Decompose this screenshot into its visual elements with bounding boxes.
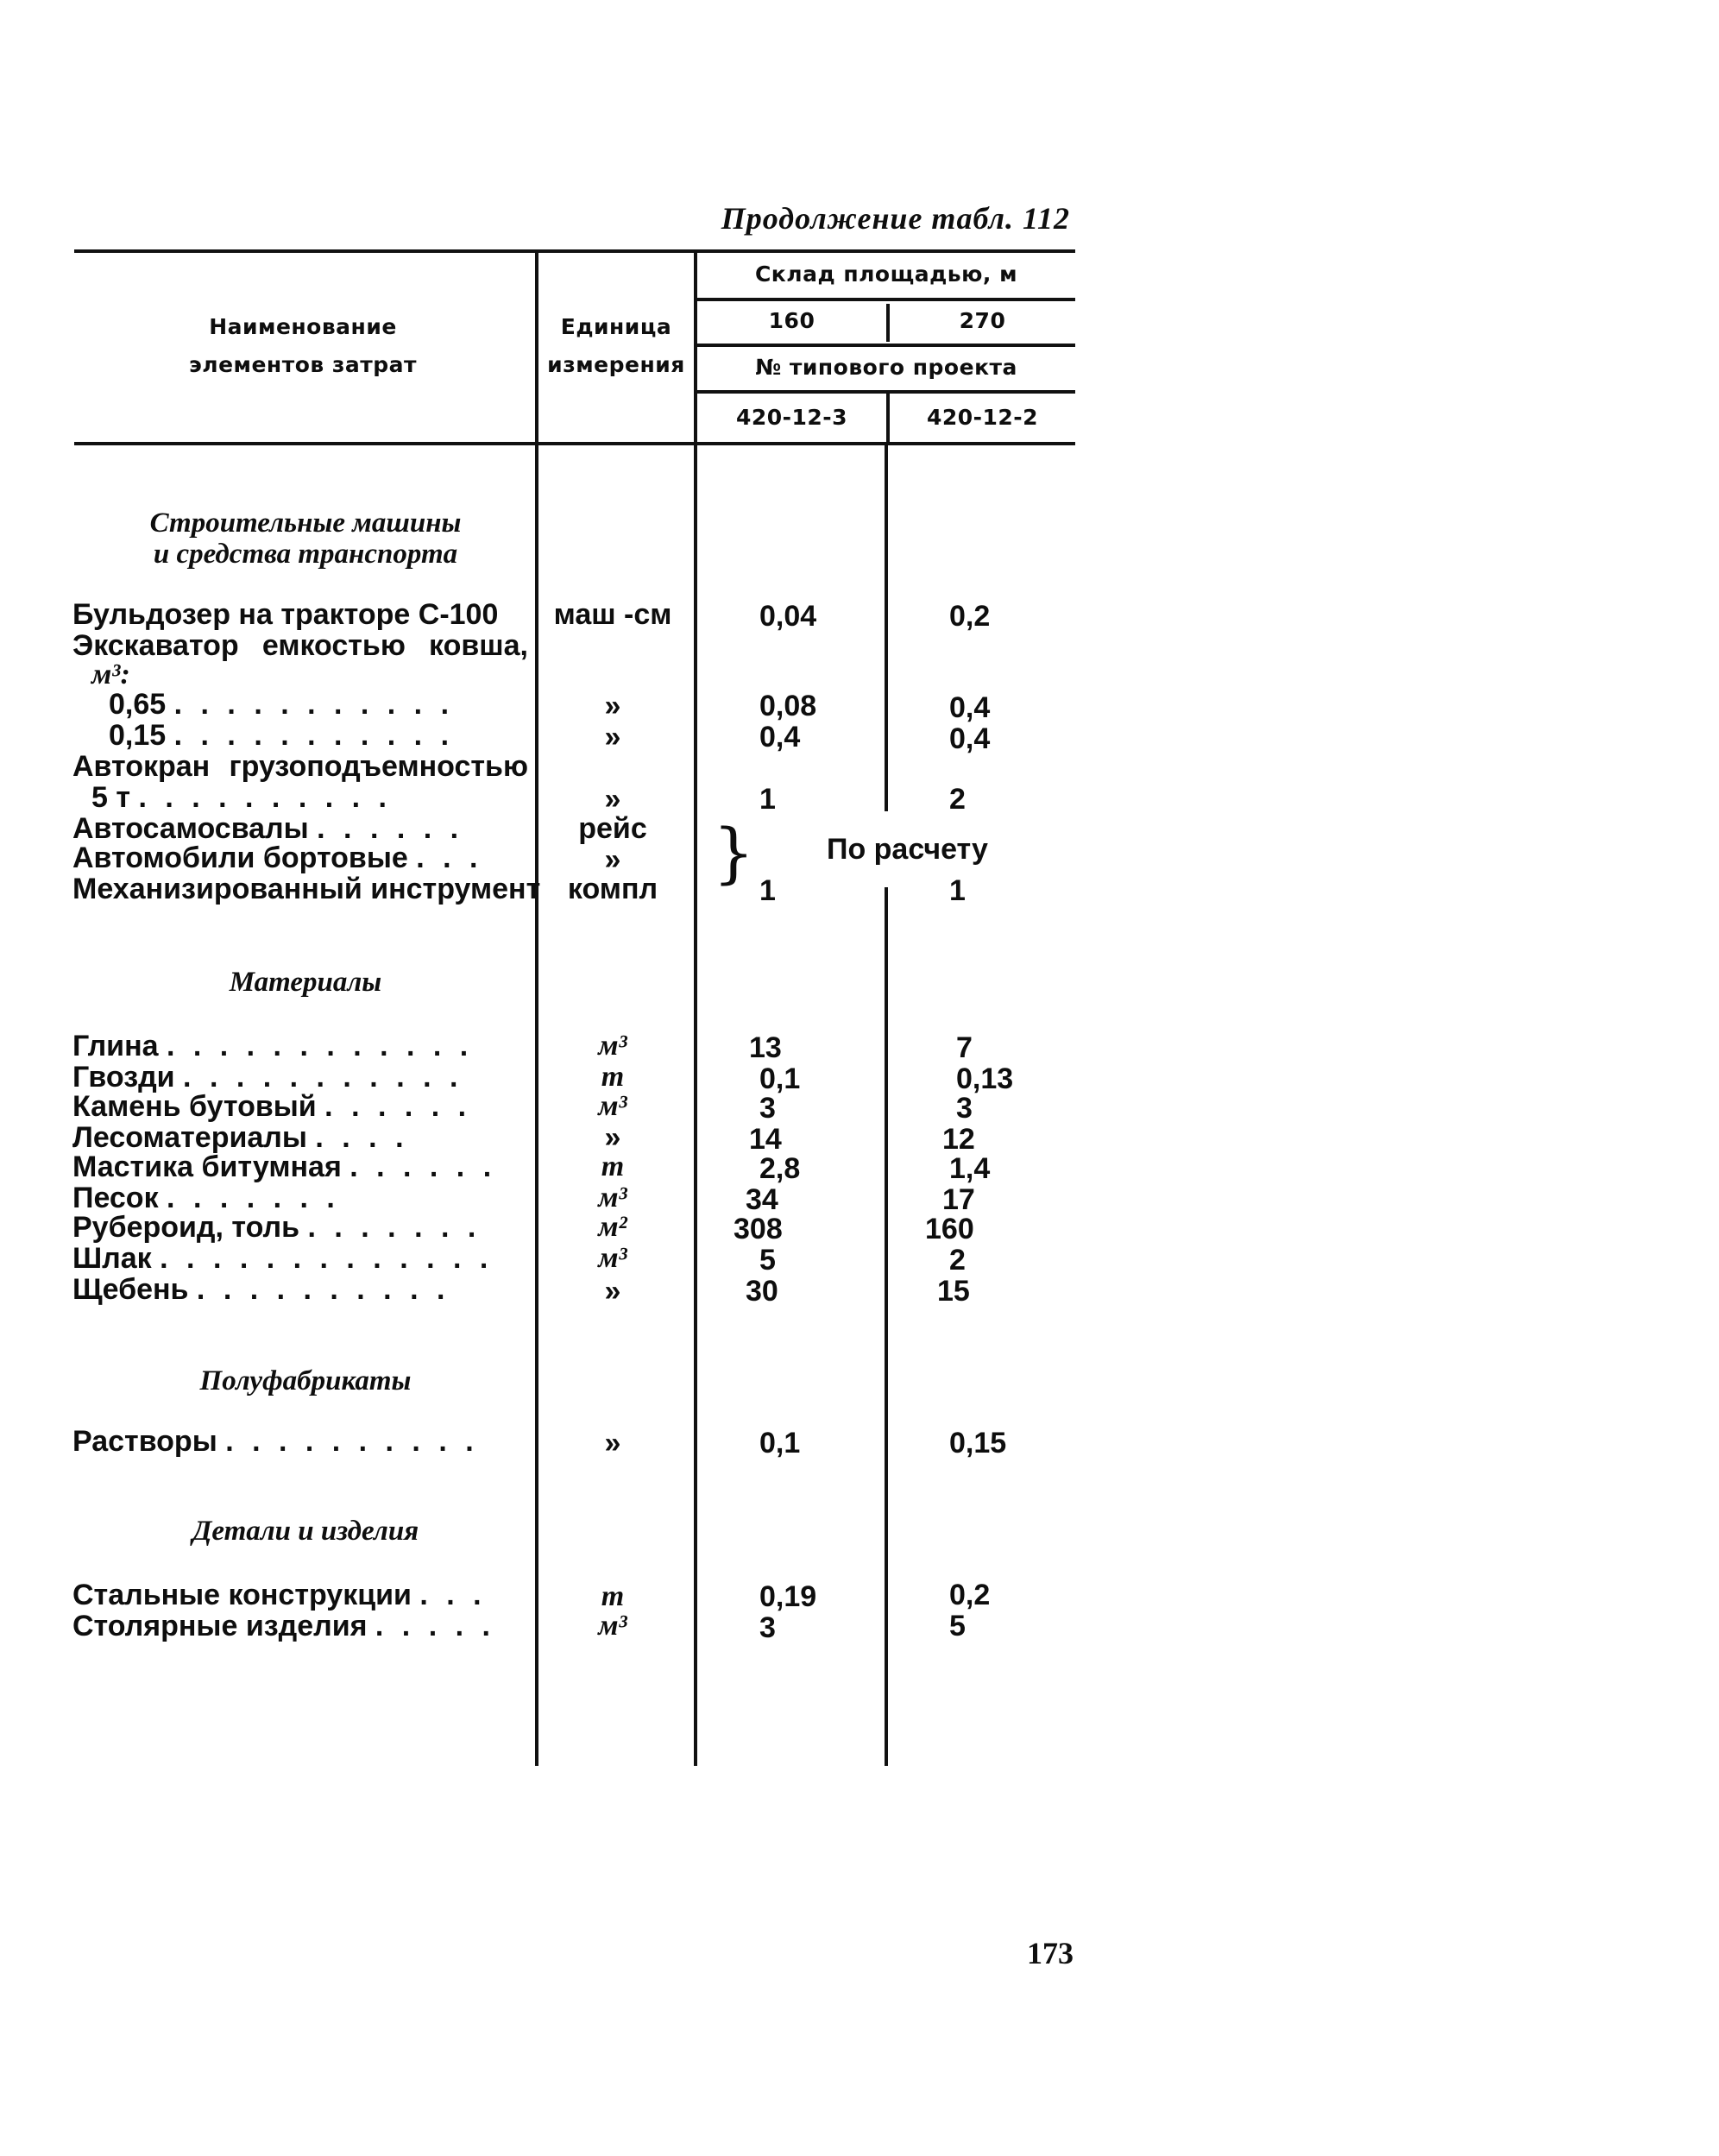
leader-dots: . . . . . . . . . . . bbox=[173, 719, 455, 752]
row-v2-nails: 0,13 bbox=[956, 1062, 1014, 1095]
header-area-270: 270 bbox=[959, 308, 1006, 333]
row-name-crane: Автокран грузоподъемностью bbox=[72, 750, 528, 783]
row-v2-mastic: 1,4 bbox=[949, 1152, 991, 1185]
header-rule-2 bbox=[697, 344, 1075, 347]
row-v1-sand: 34 bbox=[746, 1183, 778, 1216]
leader-dots: . . . . . . . . . . . . bbox=[166, 1030, 474, 1062]
section-parts: Детали и изделия bbox=[192, 1516, 419, 1547]
row-v2-bulldozer: 0,2 bbox=[949, 600, 991, 633]
row-name-crane-capacity: 5 т bbox=[91, 781, 131, 814]
section-materials: Материалы bbox=[229, 967, 382, 998]
leader-dots: . . . . bbox=[315, 1121, 409, 1154]
leader-dots: . . . . . . . . . . . . . bbox=[160, 1242, 494, 1275]
row-unit-stone: м³ bbox=[598, 1090, 627, 1122]
leader-dots: . . . bbox=[419, 1579, 487, 1611]
row-name-joinery-label: Столярные изделия bbox=[72, 1610, 368, 1642]
row-name-flatbeds-label: Автомобили бортовые bbox=[72, 842, 408, 874]
row-v2-steel: 0,2 bbox=[949, 1579, 991, 1611]
leader-dots: . . . . . . . . . . bbox=[138, 781, 392, 814]
row-v1-nails: 0,1 bbox=[759, 1062, 801, 1095]
row-v1-exc015: 0,4 bbox=[759, 721, 801, 753]
leader-dots: . . . . . . . . . . . bbox=[183, 1061, 463, 1094]
leader-dots: . . . bbox=[416, 842, 483, 874]
row-v2-crane: 2 bbox=[949, 783, 966, 816]
row-name-excavator-unit: м³: bbox=[91, 659, 130, 690]
row-v2-timber: 12 bbox=[942, 1123, 975, 1156]
row-name-nails bbox=[72, 1062, 463, 1093]
row-v2-mortar: 0,15 bbox=[949, 1427, 1007, 1459]
row-unit-joinery: м³ bbox=[598, 1610, 627, 1642]
row-name-tools: Механизированный инструмент bbox=[72, 873, 541, 905]
leader-dots: . . . . . . . bbox=[167, 1182, 340, 1214]
header-unit-line1: Единица bbox=[560, 314, 672, 339]
row-v2-clay: 7 bbox=[956, 1031, 973, 1064]
row-unit-gravel: » bbox=[604, 1275, 621, 1308]
row-name-ruberoid bbox=[72, 1212, 481, 1243]
row-v1-mastic: 2,8 bbox=[759, 1152, 801, 1185]
row-unit-timber: » bbox=[604, 1121, 621, 1154]
row-v1-gravel: 30 bbox=[746, 1275, 778, 1308]
row-v2-slag: 2 bbox=[949, 1244, 966, 1277]
row-v1-exc065: 0,08 bbox=[759, 690, 817, 722]
row-name-exc015-label: 0,15 bbox=[109, 719, 167, 752]
header-name-line2: элементов затрат bbox=[188, 352, 418, 377]
row-unit-dumptrucks: рейс bbox=[578, 812, 647, 845]
row-unit-mastic: т bbox=[601, 1150, 625, 1182]
row-unit-slag: м³ bbox=[598, 1242, 627, 1274]
row-name-sand-label: Песок bbox=[72, 1182, 159, 1214]
row-name-gravel-label: Щебень bbox=[72, 1273, 189, 1306]
brace-icon: } bbox=[713, 814, 755, 891]
header-rule-1 bbox=[697, 298, 1075, 301]
row-name-clay bbox=[72, 1031, 473, 1062]
row-v2-exc065: 0,4 bbox=[949, 691, 991, 724]
leader-dots: . . . . . bbox=[375, 1610, 495, 1642]
header-bottom-rule bbox=[74, 442, 1075, 445]
row-name-excavator: Экскаватор емкостью ковша, bbox=[72, 629, 528, 662]
header-group-area: Склад площадью, м bbox=[754, 262, 1018, 287]
header-name-line1: Наименование bbox=[209, 314, 397, 339]
row-v2-tools: 1 bbox=[949, 874, 966, 907]
row-name-timber bbox=[72, 1122, 409, 1153]
row-v2-sand: 17 bbox=[942, 1183, 975, 1216]
by-calculation-note: По расчету bbox=[827, 833, 988, 866]
row-name-timber-label: Лесоматериалы bbox=[72, 1121, 307, 1154]
row-v1-joinery: 3 bbox=[759, 1611, 776, 1644]
row-name-mastic-label: Мастика битумная bbox=[72, 1150, 342, 1183]
row-v2-joinery: 5 bbox=[949, 1610, 966, 1642]
row-name-mastic bbox=[72, 1151, 496, 1182]
row-v1-bulldozer: 0,04 bbox=[759, 600, 817, 633]
row-name-mortar-label: Растворы bbox=[72, 1425, 217, 1458]
row-name-flatbeds bbox=[72, 842, 482, 873]
row-unit-flatbeds: » bbox=[604, 843, 621, 876]
column-rule-270-upper bbox=[885, 445, 888, 811]
row-v2-gravel: 15 bbox=[937, 1275, 970, 1308]
row-v2-exc015: 0,4 bbox=[949, 722, 991, 755]
row-name-stone bbox=[72, 1091, 471, 1122]
table-caption: Продолжение табл. 112 bbox=[721, 201, 1070, 236]
header-project-1: 420-12-3 bbox=[735, 405, 848, 430]
row-name-stone-label: Камень бутовый bbox=[72, 1090, 317, 1123]
row-name-dumptrucks bbox=[72, 813, 463, 844]
column-rule-270-lower bbox=[885, 887, 888, 1766]
row-unit-nails: т bbox=[601, 1061, 625, 1093]
row-name-mortar bbox=[72, 1426, 479, 1457]
row-v1-stone: 3 bbox=[759, 1092, 776, 1125]
row-unit-exc065: » bbox=[604, 690, 621, 722]
row-name-clay-label: Глина bbox=[72, 1030, 159, 1062]
row-unit-exc015: » bbox=[604, 721, 621, 753]
row-name-slag bbox=[72, 1243, 493, 1274]
row-name-nails-label: Гвозди bbox=[72, 1061, 175, 1094]
row-v1-ruberoid: 308 bbox=[734, 1213, 783, 1245]
row-name-ruberoid-label: Рубероид, толь bbox=[72, 1211, 300, 1244]
row-v1-steel: 0,19 bbox=[759, 1580, 817, 1613]
row-name-steel-label: Стальные конструкции bbox=[72, 1579, 412, 1611]
header-project-label: № типового проекта bbox=[755, 355, 1017, 380]
leader-dots: . . . . . . . . . . bbox=[225, 1425, 479, 1458]
page-number: 173 bbox=[1027, 1936, 1074, 1970]
row-name-slag-label: Шлак bbox=[72, 1242, 152, 1275]
table-top-rule bbox=[74, 249, 1075, 253]
header-area-160: 160 bbox=[768, 308, 815, 333]
row-name-gravel bbox=[72, 1274, 450, 1305]
row-v2-stone: 3 bbox=[956, 1092, 973, 1125]
row-unit-sand: м³ bbox=[598, 1182, 627, 1214]
row-v1-crane: 1 bbox=[759, 783, 776, 816]
row-unit-clay: м³ bbox=[598, 1030, 627, 1062]
row-name-dumptrucks-label: Автосамосвалы bbox=[72, 812, 309, 845]
section-machines-line1: Строительные машины bbox=[149, 507, 462, 539]
leader-dots: . . . . . . . . . . bbox=[196, 1273, 450, 1306]
row-unit-mortar: » bbox=[604, 1427, 621, 1459]
row-v1-tools: 1 bbox=[759, 874, 776, 907]
row-unit-tools: компл bbox=[567, 873, 658, 905]
row-v1-timber: 14 bbox=[749, 1123, 782, 1156]
row-name-steel bbox=[72, 1579, 487, 1611]
section-semifinished: Полуфабрикаты bbox=[199, 1365, 412, 1396]
leader-dots: . . . . . . bbox=[324, 1090, 472, 1123]
row-name-crane-cont bbox=[91, 782, 392, 813]
leader-dots: . . . . . . . bbox=[307, 1211, 482, 1244]
header-unit-line2: измерения bbox=[547, 352, 685, 377]
row-v1-mortar: 0,1 bbox=[759, 1427, 801, 1459]
row-v2-ruberoid: 160 bbox=[925, 1213, 974, 1245]
row-name-exc015 bbox=[109, 720, 454, 751]
row-v1-clay: 13 bbox=[749, 1031, 782, 1064]
row-name-exc065 bbox=[109, 689, 454, 720]
row-unit-bulldozer: маш -см bbox=[553, 598, 672, 631]
row-name-joinery bbox=[72, 1611, 495, 1642]
row-unit-steel: т bbox=[601, 1580, 625, 1612]
row-unit-crane: » bbox=[604, 783, 621, 816]
row-unit-ruberoid: м² bbox=[598, 1211, 627, 1243]
section-machines-line2: и средства транспорта bbox=[153, 539, 458, 570]
leader-dots: . . . . . . . . . . . bbox=[173, 688, 455, 721]
row-name-bulldozer: Бульдозер на тракторе С-100 bbox=[72, 598, 499, 631]
header-project-2: 420-12-2 bbox=[926, 405, 1039, 430]
row-name-sand bbox=[72, 1182, 340, 1214]
leader-dots: . . . . . . bbox=[349, 1150, 497, 1183]
leader-dots: . . . . . . bbox=[317, 812, 464, 845]
row-v1-slag: 5 bbox=[759, 1244, 776, 1277]
row-name-exc065-label: 0,65 bbox=[109, 688, 167, 721]
column-rule-values bbox=[694, 250, 697, 1766]
